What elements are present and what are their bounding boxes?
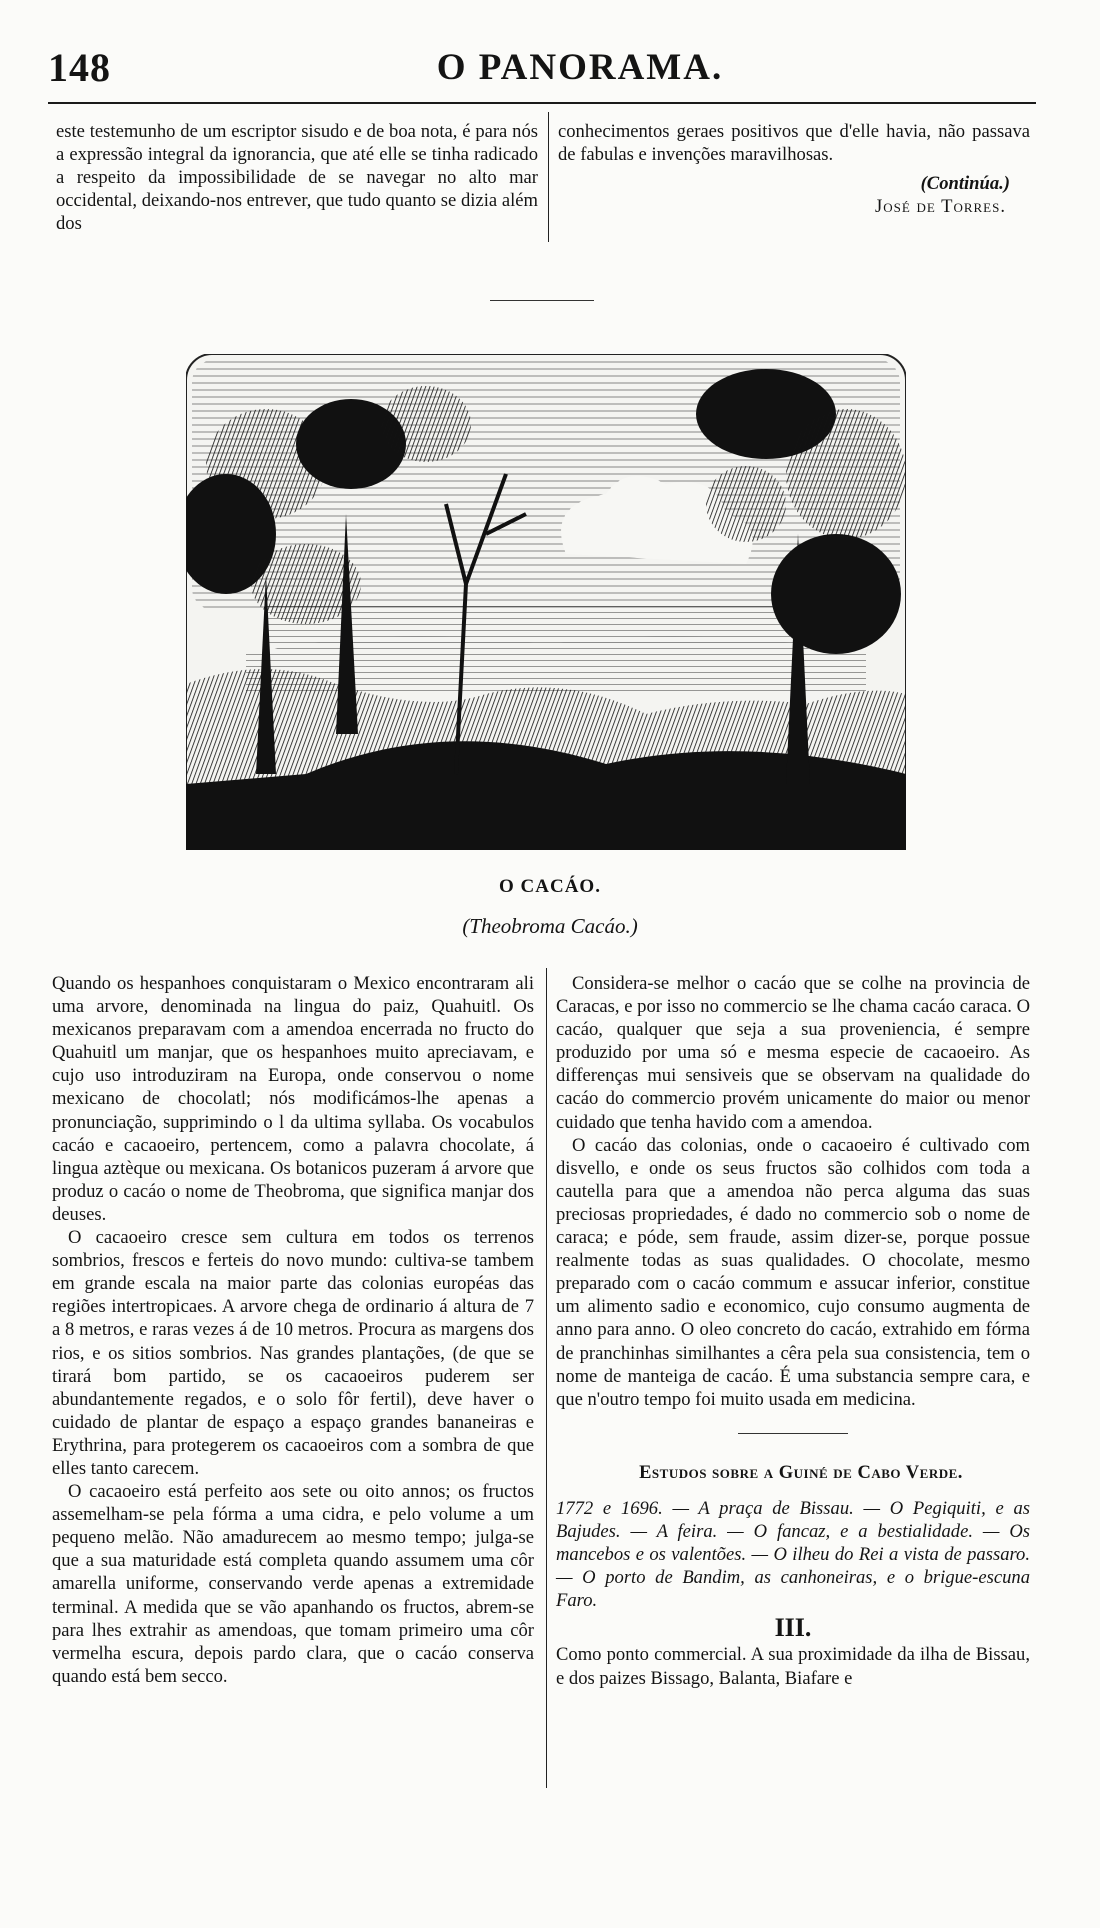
top-column-divider — [548, 112, 549, 242]
article-paragraph: Considera-se melhor o cacáo que se colhe na provincia de Caracas, e por isso no commercio se lhe chama cacáo caraca. O cacáo, qualquer que seja a sua proveniencia, é sempre produzido por uma só e mesma especie de cacaoeiro. As differenças mui sensiveis que se observam na qualidade do cacáo do commercio provém unicamente do maior ou menor cuidado que tenha havido com a amendoa. — [556, 973, 1030, 1133]
top-right-column — [558, 120, 1030, 218]
continua-note: (Continúa.) — [920, 173, 1010, 195]
article-paragraph: O cacáo das colonias, onde o cacaoeiro é cultivado com disvello, e onde os seus fructos são colhidos com toda a cautella para que a amendoa não perca alguma das suas preciosas propriedades, é dado no commercio sob o nome de caraca; e póde, sem fraude, assim dizer-se, porque possue realmente todas as suas qualidades. O chocolate, mesmo preparado com o cacáo commum e assucar inferior, constitue um alimento sadio e economico, cujo consumo augmenta de anno para anno. O oleo concreto do cacáo, extrahido em fórma de pranchinhas similhantes a cêra pela sua consistencia, tem o nome de manteiga de cacáo. É uma substancia sempre cara, e que n'outro tempo foi muito usada em medicina. — [556, 1134, 1030, 1410]
masthead-title: O PANORAMA. — [436, 47, 724, 88]
section-rule — [738, 1433, 848, 1434]
article-left-column — [52, 972, 534, 1688]
section-separator — [490, 300, 594, 301]
page-number: 148 — [48, 45, 111, 90]
header-rule — [48, 102, 1036, 104]
article-right-column — [556, 972, 1030, 1690]
chapter-numeral: III. — [774, 1613, 812, 1643]
article-title: O CACÁO. — [499, 876, 601, 897]
article-paragraph: O cacaoeiro cresce sem cultura em todos os terrenos sombrios, frescos e ferteis do novo mundo: cultiva-se tambem em grande escala na maior parte das colonias européas das regiões intertropicaes. A arvore chega de ordinario á altura de 7 a 8 metros, e raras vezes á de 10 metros. Procura as margens dos rios, e os sitios sombrios. Nas grandes plantações, (de que se tirará bom partido, se os cacaoeiros puderem ser abundantemente regados, e o solo fôr fertil), deve haver o cuidado de plantar de espaço a espaço grandes bananeiras e Erythrina, para protegerem os cacaoeiros com a sombra de que elles tanto carecem. — [52, 1227, 534, 1479]
cacao-landscape-engraving — [186, 354, 906, 850]
top-right-text: conhecimentos geraes positivos que d'elle havia, não passava de fabulas e invenções maravilhosas. — [558, 121, 1030, 166]
author-signature: José de Torres. — [875, 196, 1006, 218]
guine-section-title: Estudos sobre a Guiné de Cabo Verde. — [639, 1462, 963, 1483]
guine-body-text: Como ponto commercial. A sua proximidade da ilha de Bissau, e dos paizes Bissago, Balanta, Biafare e — [556, 1644, 1030, 1689]
article-paragraph: Quando os hespanhoes conquistaram o Mexico encontraram ali uma arvore, denominada na lingua do paiz, Quahuitl. Os mexicanos preparavam com a amendoa encerrada no fructo do Quahuitl um manjar, que os hespanhoes muito apreciavam, e cujo uso introduziram na Europa, onde conservou o nome mexicano de chocolatl; nós modificámos-lhe apenas a pronunciação, supprimindo o l da ultima syllaba. Os vocabulos cacáo e cacaoeiro, pertencem, como a palavra chocolate, á lingua aztèque ou mexicana. Os botanicos puzeram á arvore que produz o cacáo o nome de Theobroma, que significa manjar dos deuses. — [52, 973, 534, 1225]
article-subtitle: (Theobroma Cacáo.) — [462, 914, 638, 938]
top-left-column — [56, 120, 538, 235]
article-paragraph: O cacaoeiro está perfeito aos sete ou oito annos; os fructos assemelham-se pela fórma a uma cidra, e pelo volume a um pequeno melão. Não amadurecem ao mesmo tempo; julga-se que a sua maturidade está completa quando assumem uma côr amarella uniforme, conservando verde apenas a extremidade terminal. A medida que se vão apanhando os fructos, abrem-se para lhes extrahir as amendoas, que tomam primeiro uma côr vermelha escura, depois pardo clara, que o cacáo conserva quando está bem secco. — [52, 1481, 534, 1687]
article-column-divider — [546, 968, 547, 1788]
top-left-text: este testemunho de um escriptor sisudo e de boa nota, é para nós a expressão integral da ignorancia, que até elle se tinha radicado a respeito da impossibilidade de se navegar no alto mar occidental, deixando-nos entrever, que tudo quanto se dizia além dos — [56, 121, 538, 235]
guine-summary: 1772 e 1696. — A praça de Bissau. — O Pegiquiti, e as Bajudes. — A feira. — O fancaz, e a bestialidade. — Os mancebos e os valentões. — O ilheu do Rei a vista de passaro. — O porto de Bandim, as canhoneiras, e o brigue-escuna Faro. — [556, 1497, 1030, 1612]
